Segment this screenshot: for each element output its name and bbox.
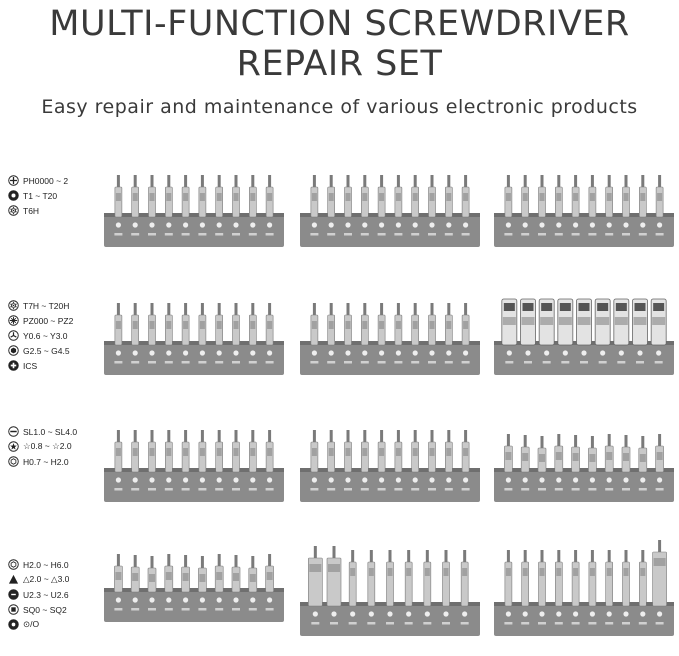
legend-label: H0.7 ~ H2.0 [23, 456, 69, 467]
legend-item [8, 557, 98, 572]
legend-label: PZ000 ~ PZ2 [23, 315, 74, 326]
page-subtitle: Easy repair and maintenance of various electronic products [41, 96, 638, 118]
tray-base [104, 468, 284, 502]
square-icon [8, 604, 19, 615]
bit-tray-graphic [300, 165, 480, 247]
legend-label: ⊙/O [23, 619, 40, 629]
torx-hollow-icon [8, 205, 19, 216]
torx-icon [8, 190, 19, 201]
hex-circle-icon [8, 559, 19, 570]
star-icon [8, 441, 19, 452]
legend-label: T1 ~ T20 [23, 190, 58, 201]
legend-item [8, 587, 98, 602]
bit-tray-graphic [494, 420, 674, 502]
legend-group-2 [8, 298, 98, 373]
bit-tray-3 [494, 165, 674, 247]
hex-circle-icon [8, 456, 19, 467]
legend-item [8, 298, 98, 313]
bit-tray-graphic [104, 420, 284, 502]
legend-label: SQ0 ~ SQ2 [23, 604, 67, 615]
page-title-line1: MULTI-FUNCTION SCREWDRIVER [49, 4, 630, 44]
legend-label: ☆0.8 ~ ☆2.0 [23, 441, 72, 451]
legend-group-4 [8, 557, 98, 632]
triangle-icon [8, 574, 19, 585]
bit-tray-graphic [104, 293, 284, 375]
legend-label: T6H [23, 205, 40, 216]
triangle-icon [8, 574, 19, 585]
legend-item [8, 439, 98, 454]
legend-label: ICS [23, 360, 38, 371]
tray-base [300, 468, 480, 502]
bit-tray-9 [494, 420, 674, 502]
tray-base [104, 213, 284, 247]
tray-base [494, 213, 674, 247]
torx-hollow-icon [8, 205, 19, 216]
tray-base [494, 602, 674, 636]
legend-label: G2.5 ~ G4.5 [23, 345, 70, 356]
legend-item [8, 454, 98, 469]
page-title-line2: REPAIR SET [236, 44, 443, 84]
legend-item [8, 188, 98, 203]
tray-base [494, 341, 674, 375]
legend-item [8, 572, 98, 587]
u-shape-icon [8, 589, 19, 600]
legend-item [8, 203, 98, 218]
bit-tray-5 [300, 293, 480, 375]
square-icon [8, 604, 19, 615]
cross-icon [8, 360, 19, 371]
bit-tray-4 [104, 293, 284, 375]
legend-item [8, 313, 98, 328]
bit-tray-graphic [300, 540, 480, 636]
tray-base [104, 341, 284, 375]
pozidriv-icon [8, 315, 19, 326]
slotted-icon [8, 426, 19, 437]
u-shape-icon [8, 589, 19, 600]
bit-tray-graphic [300, 293, 480, 375]
bit-tray-7 [104, 420, 284, 502]
legend-item [8, 617, 98, 632]
legend-item [8, 173, 98, 188]
bit-tray-graphic [494, 540, 674, 636]
legend-label: H2.0 ~ H6.0 [23, 559, 69, 570]
misc-icon [8, 619, 19, 630]
hex-circle-icon [8, 559, 19, 570]
bit-tray-6 [494, 293, 674, 375]
tray-base [300, 213, 480, 247]
hex-bit-icon [8, 345, 19, 356]
tray-base [494, 468, 674, 502]
bit-tray-11 [300, 540, 480, 636]
misc-icon [8, 619, 19, 630]
tray-base [104, 588, 284, 622]
legend-group-1 [8, 173, 98, 218]
legend-label: U2.3 ~ U2.6 [23, 589, 69, 600]
legend-label: PH0000 ~ 2 [23, 175, 69, 186]
bit-tray-2 [300, 165, 480, 247]
star-icon [8, 441, 19, 452]
legend-item [8, 343, 98, 358]
bit-tray-1 [104, 165, 284, 247]
tray-base [300, 341, 480, 375]
pozidriv-icon [8, 315, 19, 326]
legend-item [8, 424, 98, 439]
bit-tray-graphic [300, 420, 480, 502]
tri-wing-icon [8, 330, 19, 341]
legend-label: SL1.0 ~ SL4.0 [23, 426, 78, 437]
legend-group-3 [8, 424, 98, 469]
cross-icon [8, 360, 19, 371]
legend-item [8, 602, 98, 617]
bit-tray-graphic [494, 165, 674, 247]
bit-tray-12 [494, 540, 674, 636]
phillips-icon [8, 175, 19, 186]
bit-tray-graphic [104, 165, 284, 247]
legend-label: T7H ~ T20H [23, 300, 70, 311]
slotted-icon [8, 426, 19, 437]
legend-label: △2.0 ~ △3.0 [23, 574, 70, 584]
legend-item [8, 358, 98, 373]
bit-tray-graphic [104, 540, 284, 622]
torx-hollow-icon [8, 300, 19, 311]
hex-circle-icon [8, 456, 19, 467]
torx-icon [8, 190, 19, 201]
torx-hollow-icon [8, 300, 19, 311]
phillips-icon [8, 175, 19, 186]
tray-base [300, 602, 480, 636]
legend-item [8, 328, 98, 343]
hex-bit-icon [8, 345, 19, 356]
legend-label: Y0.6 ~ Y3.0 [23, 330, 68, 341]
tri-wing-icon [8, 330, 19, 341]
bit-tray-10 [104, 540, 284, 622]
bit-tray-graphic [494, 293, 674, 375]
bit-tray-8 [300, 420, 480, 502]
